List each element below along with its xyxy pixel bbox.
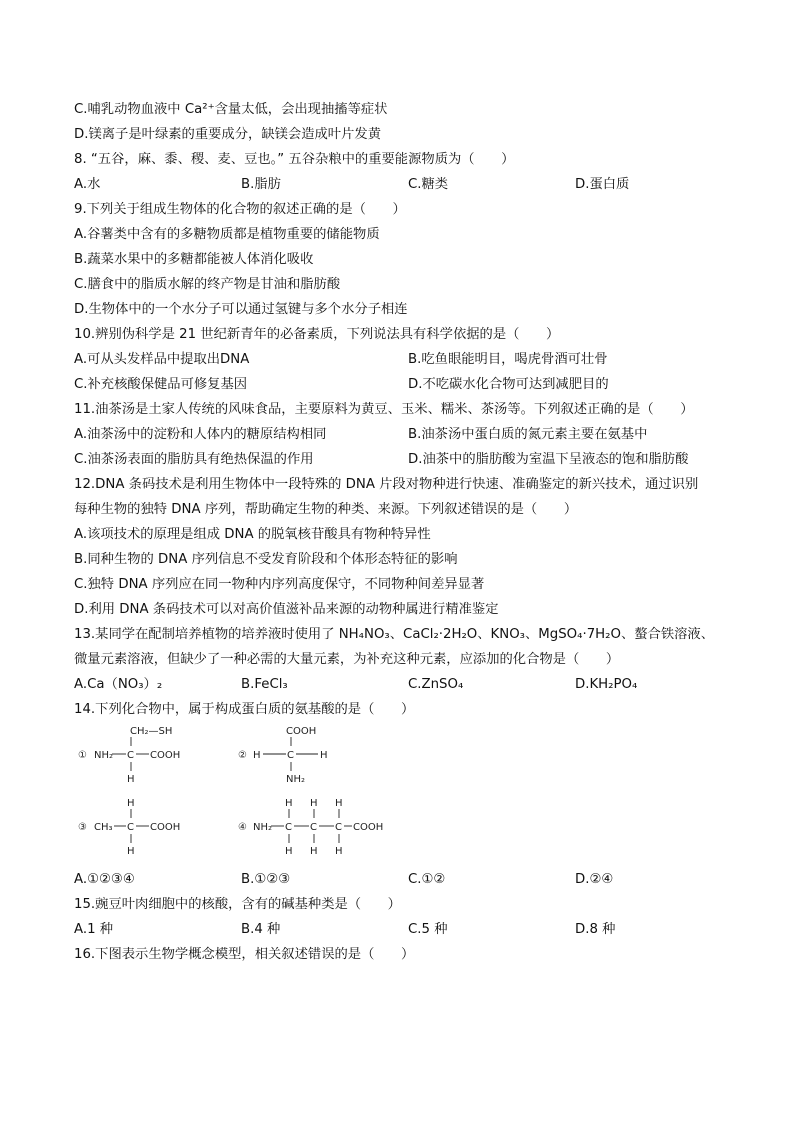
q15-options — [74, 920, 734, 940]
q15-option-a[interactable]: A.1 种 — [74, 922, 114, 937]
structure-3-carbon: C — [127, 822, 134, 833]
structure-4-h-top-1: H — [285, 798, 293, 809]
q12-option-a[interactable]: A.该项技术的原理是组成 DNA 的脱氧核苷酸具有物种特异性 — [74, 527, 431, 542]
q9-option-c[interactable]: C.膳食中的脂质水解的终产物是甘油和脂肪酸 — [74, 277, 341, 292]
q8-options — [74, 175, 734, 195]
structure-1-right: COOH — [150, 750, 181, 761]
q12-option-c[interactable]: C.独特 DNA 序列应在同一物种内序列高度保守，不同物种间差异显著 — [74, 577, 485, 592]
q9-option-b[interactable]: B.蔬菜水果中的多糖都能被人体消化吸收 — [74, 252, 314, 267]
structure-4-h-top-2: H — [310, 798, 318, 809]
q12-option-d[interactable]: D.利用 DNA 条码技术可以对高价值滋补品来源的动物种属进行精准鉴定 — [74, 602, 499, 617]
q8-option-b[interactable]: B.脂肪 — [241, 177, 281, 192]
question-14: 14.下列化合物中，属于构成蛋白质的氨基酸的是（ ） — [74, 702, 415, 717]
structure-2-top: COOH — [286, 726, 317, 737]
structure-2-number: ② — [238, 750, 247, 761]
q10-options-row2 — [74, 375, 734, 395]
structure-1-bottom: H — [127, 774, 135, 785]
q9-option-d[interactable]: D.生物体中的一个水分子可以通过氢键与多个水分子相连 — [74, 302, 408, 317]
q11-options-row2 — [74, 450, 734, 470]
structure-3-bottom: H — [127, 846, 135, 857]
q14-option-d[interactable]: D.②④ — [575, 872, 614, 887]
question-9: 9.下列关于组成生物体的化合物的叙述正确的是（ ） — [74, 202, 406, 217]
q8-option-c[interactable]: C.糖类 — [408, 177, 449, 192]
q8-option-d[interactable]: D.蛋白质 — [575, 177, 630, 192]
structure-2-carbon: C — [287, 750, 294, 761]
structure-2 — [238, 724, 358, 788]
question-8: 8. “五谷，麻、黍、稷、麦、豆也。” 五谷杂粮中的重要能源物质为（ ） — [74, 152, 515, 167]
q10-options-row1 — [74, 350, 734, 370]
q10-option-a[interactable]: A.可从头发样品中提取出DNA — [74, 352, 250, 367]
q10-option-d[interactable]: D.不吃碳水化合物可达到减肥目的 — [408, 377, 609, 392]
q14-option-a[interactable]: A.①②③④ — [74, 872, 135, 887]
q13-option-d[interactable]: D.KH₂PO₄ — [575, 677, 638, 692]
q13-option-b[interactable]: B.FeCl₃ — [241, 677, 288, 692]
structure-3-right: COOH — [150, 822, 181, 833]
question-13-line1: 13.某同学在配制培养植物的培养液时使用了 NH₄NO₃、CaCl₂·2H₂O、KNO₃、MgSO₄·7H₂O、螯合铁溶液、 — [74, 627, 715, 642]
question-12-line1: 12.DNA 条码技术是利用生物体中一段特殊的 DNA 片段对物种进行快速、准确鉴定的新兴技术，通过识别 — [74, 477, 699, 492]
structure-4-h-bottom-1: H — [285, 846, 293, 857]
structure-4-carbon-3: C — [335, 822, 342, 833]
structure-4-carbon-2: C — [310, 822, 317, 833]
q7-option-d: D.镁离子是叶绿素的重要成分，缺镁会造成叶片发黄 — [74, 127, 381, 142]
question-12-line2: 每种生物的独特 DNA 序列，帮助确定生物的种类、来源。下列叙述错误的是（ ） — [74, 502, 578, 517]
structure-4-number: ④ — [238, 822, 247, 833]
structure-3 — [78, 796, 208, 860]
structure-4-h-bottom-3: H — [335, 846, 343, 857]
structure-4-right: COOH — [353, 822, 384, 833]
structure-4-h-top-3: H — [335, 798, 343, 809]
q10-option-b[interactable]: B.吃鱼眼能明目，喝虎骨酒可壮骨 — [408, 352, 608, 367]
q13-options — [74, 675, 734, 695]
structure-3-left: CH₃ — [94, 822, 113, 833]
q7-option-c: C.哺乳动物血液中 Ca²⁺含量太低，会出现抽搐等症状 — [74, 102, 388, 117]
question-10: 10.辨别伪科学是 21 世纪新青年的必备素质，下列说法具有科学依据的是（ ） — [74, 327, 560, 342]
question-11: 11.油茶汤是土家人传统的风味食品，主要原料为黄豆、玉米、糯米、茶汤等。下列叙述正确的是（ ） — [74, 402, 694, 417]
q15-option-b[interactable]: B.4 种 — [241, 922, 281, 937]
question-15: 15.豌豆叶肉细胞中的核酸，含有的碱基种类是（ ） — [74, 897, 401, 912]
structure-1-number: ① — [78, 750, 87, 761]
structure-4 — [238, 796, 388, 860]
q15-option-c[interactable]: C.5 种 — [408, 922, 448, 937]
structure-1-carbon: C — [127, 750, 134, 761]
q11-option-b[interactable]: B.油茶汤中蛋白质的氮元素主要在氨基中 — [408, 427, 648, 442]
structure-2-bottom: NH₂ — [286, 774, 306, 785]
q8-option-a[interactable]: A.水 — [74, 177, 101, 192]
structure-3-number: ③ — [78, 822, 87, 833]
q14-option-c[interactable]: C.①② — [408, 872, 446, 887]
structure-2-left: H — [253, 750, 261, 761]
q13-option-a[interactable]: A.Ca（NO₃）₂ — [74, 677, 163, 692]
q11-option-d[interactable]: D.油茶中的脂肪酸为室温下呈液态的饱和脂肪酸 — [408, 452, 689, 467]
structure-4-carbon-1: C — [285, 822, 292, 833]
q11-option-a[interactable]: A.油茶汤中的淀粉和人体内的糖原结构相同 — [74, 427, 327, 442]
q12-option-b[interactable]: B.同种生物的 DNA 序列信息不受发育阶段和个体形态特征的影响 — [74, 552, 458, 567]
question-16: 16.下图表示生物学概念模型，相关叙述错误的是（ ） — [74, 947, 415, 962]
q15-option-d[interactable]: D.8 种 — [575, 922, 616, 937]
q9-option-a[interactable]: A.谷薯类中含有的多糖物质都是植物重要的储能物质 — [74, 227, 380, 242]
structure-4-left: NH₂ — [253, 822, 273, 833]
structure-1-left: NH₂ — [94, 750, 114, 761]
q11-option-c[interactable]: C.油茶汤表面的脂肪具有绝热保温的作用 — [74, 452, 314, 467]
q10-option-c[interactable]: C.补充核酸保健品可修复基因 — [74, 377, 248, 392]
q14-options — [74, 870, 734, 890]
question-13-line2: 微量元素溶液，但缺少了一种必需的大量元素，为补充这种元素，应添加的化合物是（ ） — [74, 652, 620, 667]
q11-options-row1 — [74, 425, 734, 445]
structure-3-top: H — [127, 798, 135, 809]
structure-1 — [78, 724, 208, 788]
q13-option-c[interactable]: C.ZnSO₄ — [408, 677, 464, 692]
structure-1-top: CH₂—SH — [130, 726, 173, 737]
structure-4-h-bottom-2: H — [310, 846, 318, 857]
structure-2-right: H — [320, 750, 328, 761]
q14-option-b[interactable]: B.①②③ — [241, 872, 291, 887]
